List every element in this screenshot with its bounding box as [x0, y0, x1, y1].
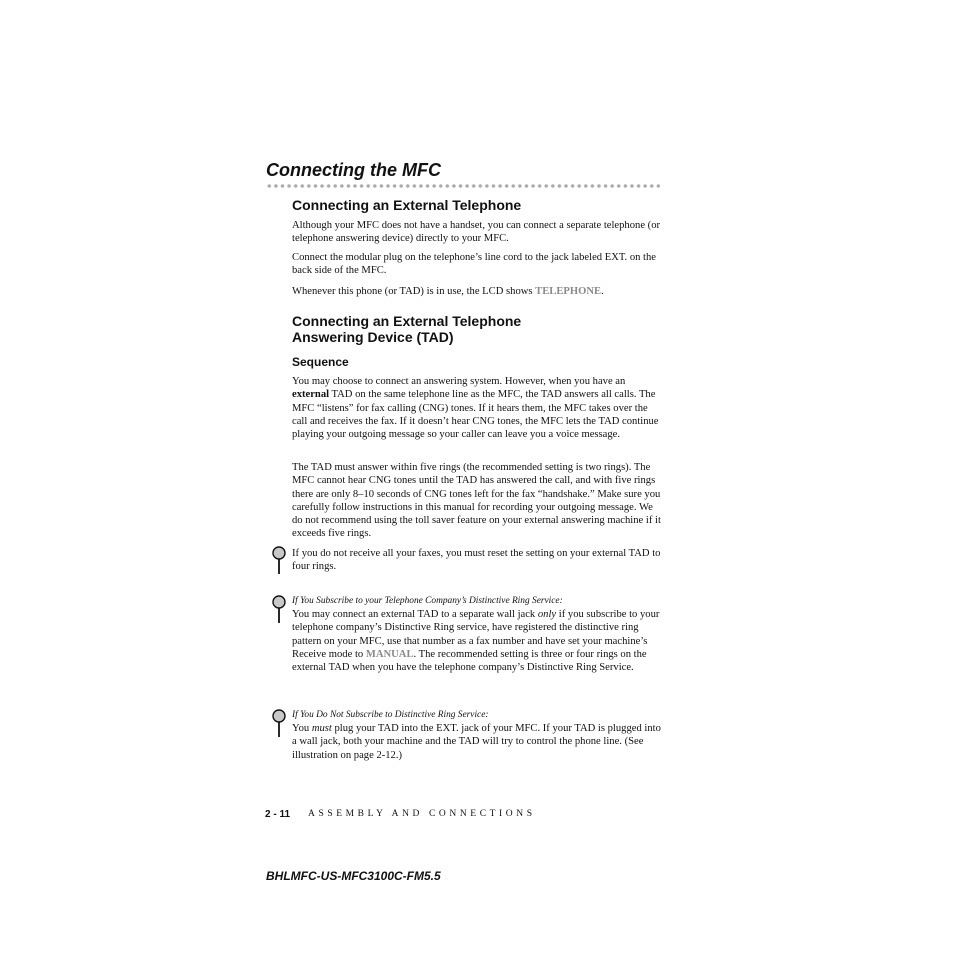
note-pin-icon: [271, 709, 287, 739]
paragraph-text: You may choose to connect an answering system. However, when you have an: [292, 376, 626, 387]
running-footer-section: ASSEMBLY AND CONNECTIONS: [308, 809, 536, 819]
document-id: BHLMFC-US-MFC3100C-FM5.5: [266, 869, 441, 883]
section-heading-tad: [292, 313, 521, 345]
note-heading: If You Subscribe to your Telephone Company’s Distinctive Ring Service:: [292, 596, 563, 606]
note-text: if you subscribe to your telephone company’s Distinctive Ring service, have registered the distinctive ring pattern on your MFC, use that number as a fax number and have set your machine’s Receive mode to: [292, 609, 660, 660]
note-pin-icon: [271, 546, 287, 576]
title-dotted-rule: [266, 183, 660, 189]
section-heading-external-telephone: Connecting an External Telephone: [292, 197, 522, 213]
note-text: You: [292, 723, 312, 734]
emphasis: only: [537, 609, 557, 620]
subheading-sequence: Sequence: [292, 355, 349, 369]
note-text: You may connect an external TAD to a separate wall jack: [292, 609, 538, 620]
lcd-message: TELEPHONE: [535, 286, 602, 297]
emphasis: external: [292, 389, 330, 401]
note-pin-icon: [271, 595, 287, 625]
heading-line: Answering Device (TAD): [292, 329, 454, 345]
note-text: plug your TAD into the EXT. jack of your MFC. If your TAD is plugged into a wall jack, both your machine and the TAD will try to control the phone line. (See illustration on page 2-12.): [292, 723, 661, 761]
paragraph: Connect the modular plug on the telephone’s line cord to the jack labeled EXT. on the back side of the MFC.: [292, 252, 657, 277]
note-heading: If You Do Not Subscribe to Distinctive Ring Service:: [292, 710, 489, 720]
note: [292, 595, 664, 674]
lcd-message: MANUAL: [365, 648, 414, 660]
paragraph-text: TAD on the same telephone line as the MFC, the TAD answers all calls. The MFC “listens” for fax calling (CNG) tones. If it hears them, the MFC takes over the call and receives the fax. If it doesn’t hear CNG tones, the MFC lets the TAD continue playing your outgoing message so your caller can leave you a voice message.: [292, 389, 659, 441]
paragraph: [292, 375, 664, 441]
page-title: Connecting the MFC: [266, 160, 441, 180]
note: [292, 709, 664, 762]
paragraph-text: .: [601, 286, 604, 297]
page-number: 2 - 11: [265, 809, 291, 820]
note-text: . The recommended setting is three or four rings on the external TAD when you have the telephone company’s Distinctive Ring Service.: [292, 648, 647, 674]
emphasis: must: [311, 723, 332, 734]
heading-line: Connecting an External Telephone: [292, 313, 522, 329]
paragraph-text: Whenever this phone (or TAD) is in use, the LCD shows: [292, 286, 536, 297]
note-text: If you do not receive all your faxes, you must reset the setting on your external TAD to four rings.: [292, 548, 661, 573]
paragraph: Although your MFC does not have a handset, you can connect a separate telephone (or telephone answering device) directly to your MFC.: [292, 220, 661, 245]
paragraph: The TAD must answer within five rings (the recommended setting is two rings). The MFC cannot hear CNG tones until the TAD has answered the call, and with five rings there are only 8–10 seconds of CNG tones left for the fax “handshake.” Make sure you carefully follow instructions in this manual for recording your outgoing message. We do not recommend using the toll saver feature on your external answering machine if it exceeds five rings.: [292, 462, 661, 540]
paragraph: [292, 285, 664, 298]
